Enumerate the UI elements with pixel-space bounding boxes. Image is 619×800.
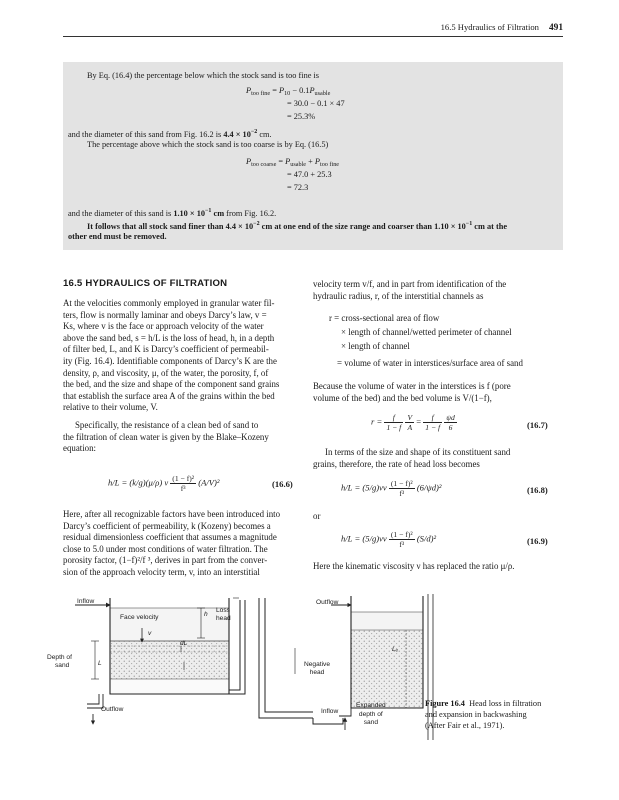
equation-number-16-6: (16.6) <box>272 479 293 489</box>
example-line-4: and the diameter of this sand is $1.10 \times 10^{-1}$ cm from Fig. 16.2. <box>68 208 277 218</box>
example-conclusion-cont: other end must be removed. <box>68 232 167 241</box>
example-line-1: By Eq. (16.4) the percentage below which the stock sand is too fine is <box>87 71 320 80</box>
label-negative-head: Negative head <box>304 661 331 676</box>
label-Le: Lₑ <box>392 646 399 653</box>
equation-p-too-fine-step3: = 25.3% <box>287 112 316 121</box>
equation-number-16-9: (16.9) <box>527 536 548 546</box>
running-head-title: 16.5 Hydraulics of Filtration <box>440 22 539 32</box>
equation-number-16-7: (16.7) <box>527 420 548 430</box>
label-loss-head: Loss head <box>216 607 231 622</box>
page-number: 491 <box>548 23 563 33</box>
label-dL: dL <box>180 640 188 647</box>
equation-p-too-coarse-step2: = 47.0 + 25.3 <box>287 170 332 179</box>
label-depth-of-sand: Depth of sand <box>47 654 72 669</box>
example-line-3: The percentage above which the stock sand is too coarse is by Eq. (16.5) <box>87 140 329 149</box>
label-v: v <box>148 630 152 637</box>
hydraulic-radius-def-4: = volume of water in interstices/surface area of sand <box>337 358 523 368</box>
example-conclusion: It follows that all stock sand finer than $4.4 \times 10^{-2}$ cm at one end of the size range and coarser than $1.10 \times 10^{-1}$ cm at the <box>87 221 508 231</box>
running-head <box>441 22 563 33</box>
section-heading: 16.5 HYDRAULICS OF FILTRATION <box>63 278 228 289</box>
equation-p-too-coarse: $P_{too coarse} = P_{usable} + P_{too fine}$ <box>246 157 340 168</box>
left-paragraph-2: Specifically, the resistance of a clean bed of sand to the filtration of clean water is given by the Blake–Kozeny equation: <box>63 420 269 454</box>
label-outflow-right: Outflow <box>316 599 339 606</box>
label-L: L <box>98 660 102 667</box>
label-inflow-right: Inflow <box>321 708 339 715</box>
equation-p-too-fine-step2: = 30.0 − 0.1 × 47 <box>287 99 345 108</box>
left-paragraph-3: Here, after all recognizable factors have been introduced into Darcy’s coefficient of permeability, k (Kozeny) becomes a residual dimensionless coefficient that assumes a magnitude close to 5.0 under most conditions of water filtration. The porosity factor, (1−f)²/f ³, derives in part from the conver- sion of the approach velocity term, v, into an interstitial <box>63 509 281 577</box>
equation-16-6: h/L = (k/g)(μ/ρ) v $\frac{\text{(1 − f)²}}{\text{f³}}$ (A/V)² <box>108 474 220 493</box>
equation-16-7: r = $\frac{f}{1 - f}$ $\frac{V}{A}$ = $\frac{f}{1 - f}$ $\frac{\psi d}{6}$ <box>371 413 455 432</box>
equation-p-too-coarse-step3: = 72.3 <box>287 183 309 192</box>
label-outflow-left: Outflow <box>101 706 124 713</box>
label-inflow-left: Inflow <box>77 598 95 605</box>
right-paragraph-1: velocity term v/f, and in part from identification of the hydraulic radius, r, of the interstitial channels as <box>313 279 507 301</box>
hydraulic-radius-def-1: r = cross-sectional area of flow <box>329 313 440 323</box>
right-paragraph-3: In terms of the size and shape of its constituent sand grains, therefore, the rate of head loss becomes <box>313 447 511 469</box>
backwash-tank <box>259 594 433 740</box>
figure-caption-label: Figure 16.4 <box>425 699 465 708</box>
header-rule <box>63 36 563 37</box>
right-paragraph-4: Here the kinematic viscosity ν has replaced the ratio μ/ρ. <box>313 561 515 571</box>
example-line-2: and the diameter of this sand from Fig. 16.2 is $4.4 \times 10^{-2}$ cm. <box>68 129 272 139</box>
sand-bed-left <box>110 641 229 679</box>
right-paragraph-2: Because the volume of water in the interstices is f (pore volume of the bed) and the bed volume is V/(1−f), <box>313 381 511 403</box>
left-paragraph-1: At the velocities commonly employed in granular water fil- ters, flow is normally laminar and obeys Darcy’s law, v = Ks, where v is the face or approach velocity of the water above the sand bed, s = h/L is the loss of head, h, in a depth of filter bed, L, and K is Darcy’s coefficient of permeabil- ity (Fig. 16.4). Identifiable components of Darcy’s K are the density, ρ, and viscosity, μ, of the water, the porosity, f, of the bed, and the size and shape of the component sand grains that establish the surface area A of the grains within the bed relative to their volume, V. <box>63 298 280 413</box>
hydraulic-radius-def-3: × length of channel <box>341 341 410 351</box>
equation-16-8: h/L = (5/g)νv $\frac{\text{(1 − f)²}}{\text{f³}}$ (6/ψd)² <box>341 479 442 498</box>
figure-caption: Figure 16.4 Head loss in filtration and expansion in backwashing (After Fair et al., 1971). <box>425 699 542 730</box>
equation-p-too-fine: $P_{too fine} = P_{10} - 0.1P_{usable}$ <box>246 86 331 97</box>
expanded-sand-bed <box>351 630 423 708</box>
or-text: or <box>313 511 321 521</box>
label-h: h <box>204 611 208 618</box>
hydraulic-radius-def-2: × length of channel/wetted perimeter of channel <box>341 327 512 337</box>
label-expanded-depth: Expanded depth of sand <box>356 702 386 727</box>
equation-16-9: h/L = (5/g)νv $\frac{\text{(1 − f)²}}{\text{f³}}$ (S/d)² <box>341 530 437 549</box>
equation-number-16-8: (16.8) <box>527 485 548 495</box>
label-face-velocity: Face velocity <box>120 614 159 621</box>
